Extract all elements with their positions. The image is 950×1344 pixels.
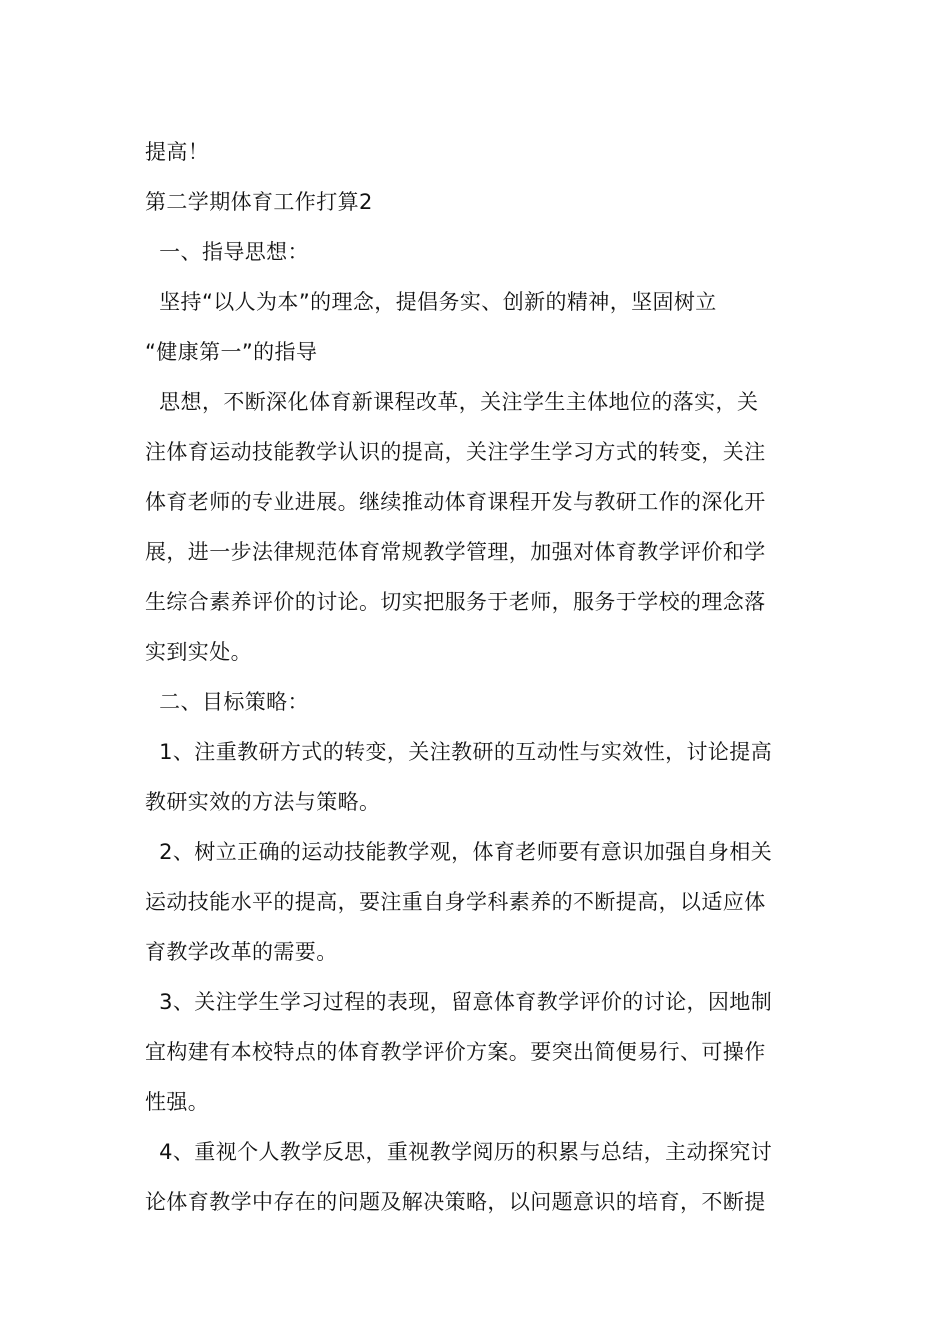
text-line: 4、重视个人教学反思，重视教学阅历的积累与总结，主动探究讨 (145, 1140, 773, 1164)
text-line: 思想，不断深化体育新课程改革，关注学生主体地位的落实，关 (145, 390, 759, 414)
text-line: 2、树立正确的运动技能教学观，体育老师要有意识加强自身相关 (145, 840, 773, 864)
text-line: 性强。 (145, 1090, 210, 1114)
text-line: 注体育运动技能教学认识的提高，关注学生学习方式的转变，关注 (145, 440, 766, 464)
text-line: 论体育教学中存在的问题及解决策略，以问题意识的培育，不断提 (145, 1190, 766, 1214)
section-title: 第二学期体育工作打算2 (145, 190, 373, 214)
text-line: 坚持“以人为本”的理念，提倡务实、创新的精神，坚固树立 (145, 290, 717, 314)
heading-guiding-thought: 一、指导思想： (145, 240, 309, 264)
text-line: 体育老师的专业进展。继续推动体育课程开发与教研工作的深化开 (145, 490, 766, 514)
heading-goals-strategies: 二、目标策略： (145, 690, 309, 714)
text-line: 实到实处。 (145, 640, 252, 664)
text-line: 教研实效的方法与策略。 (145, 790, 381, 814)
text-line: “健康第一”的指导 (145, 340, 318, 364)
text-line: 1、注重教研方式的转变，关注教研的互动性与实效性，讨论提高 (145, 740, 773, 764)
text-line: 展，进一步法律规范体育常规教学管理，加强对体育教学评价和学 (145, 540, 766, 564)
text-line: 宜构建有本校特点的体育教学评价方案。要突出简便易行、可操作 (145, 1040, 766, 1064)
text-line: 生综合素养评价的讨论。切实把服务于老师，服务于学校的理念落 (145, 590, 766, 614)
text-line: 提高！ (145, 140, 210, 164)
text-line: 育教学改革的需要。 (145, 940, 338, 964)
text-line: 3、关注学生学习过程的表现，留意体育教学评价的讨论，因地制 (145, 990, 773, 1014)
text-line: 运动技能水平的提高，要注重自身学科素养的不断提高，以适应体 (145, 890, 766, 914)
